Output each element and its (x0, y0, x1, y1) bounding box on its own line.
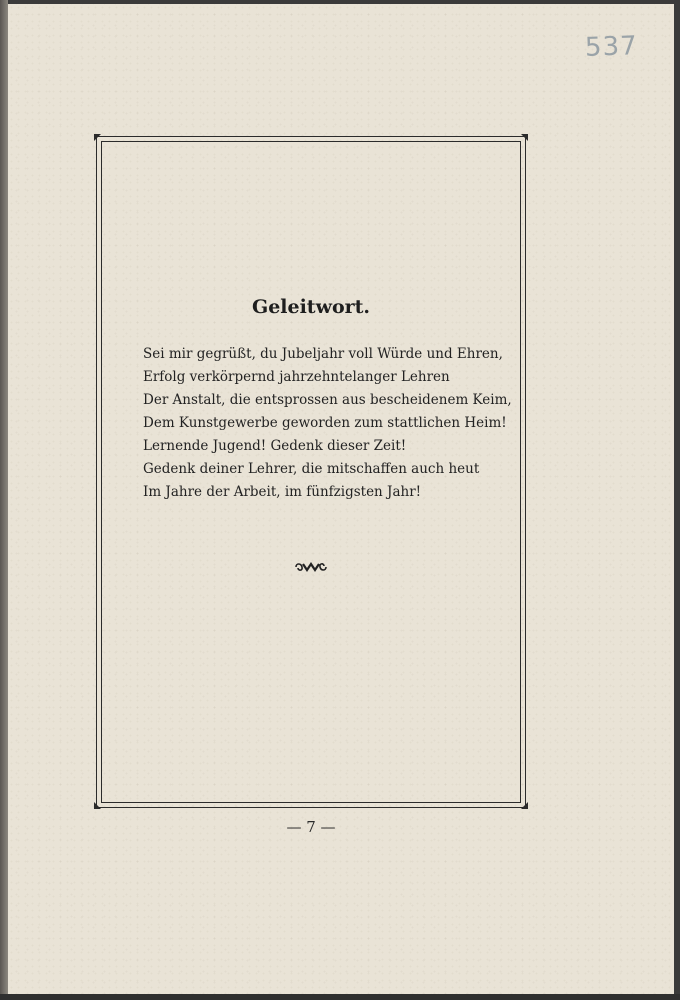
poem-line: Der Anstalt, die entsprossen aus bescheidenem Keim, (143, 392, 512, 408)
poem-line: Lernende Jugend! Gedenk dieser Zeit! (143, 438, 407, 454)
page-title: Geleitwort. (251, 296, 371, 318)
poem-text (143, 343, 512, 504)
poem-line: Im Jahre der Arbeit, im fünfzigsten Jahr! (143, 484, 422, 500)
corner-ornament-icon (520, 133, 529, 142)
corner-ornament-icon (93, 801, 102, 810)
poem-line: Erfolg verkörpernd jahrzehntelanger Lehren (143, 369, 450, 385)
corner-ornament-icon (93, 133, 102, 142)
corner-ornament-icon (520, 801, 529, 810)
poem-line: Sei mir gegrüßt, du Jubeljahr voll Würde und Ehren, (143, 346, 503, 362)
divider-ornament-icon (293, 560, 329, 574)
page-bottom-edge (0, 994, 680, 1000)
poem-line: Gedenk deiner Lehrer, die mitschaffen auch heut (143, 461, 480, 477)
page-number: — 7 — (286, 818, 336, 836)
handwritten-page-note: 537 (584, 31, 639, 63)
book-spine-edge (0, 0, 8, 1000)
poem-line: Dem Kunstgewerbe geworden zum stattlichen Heim! (143, 415, 507, 431)
